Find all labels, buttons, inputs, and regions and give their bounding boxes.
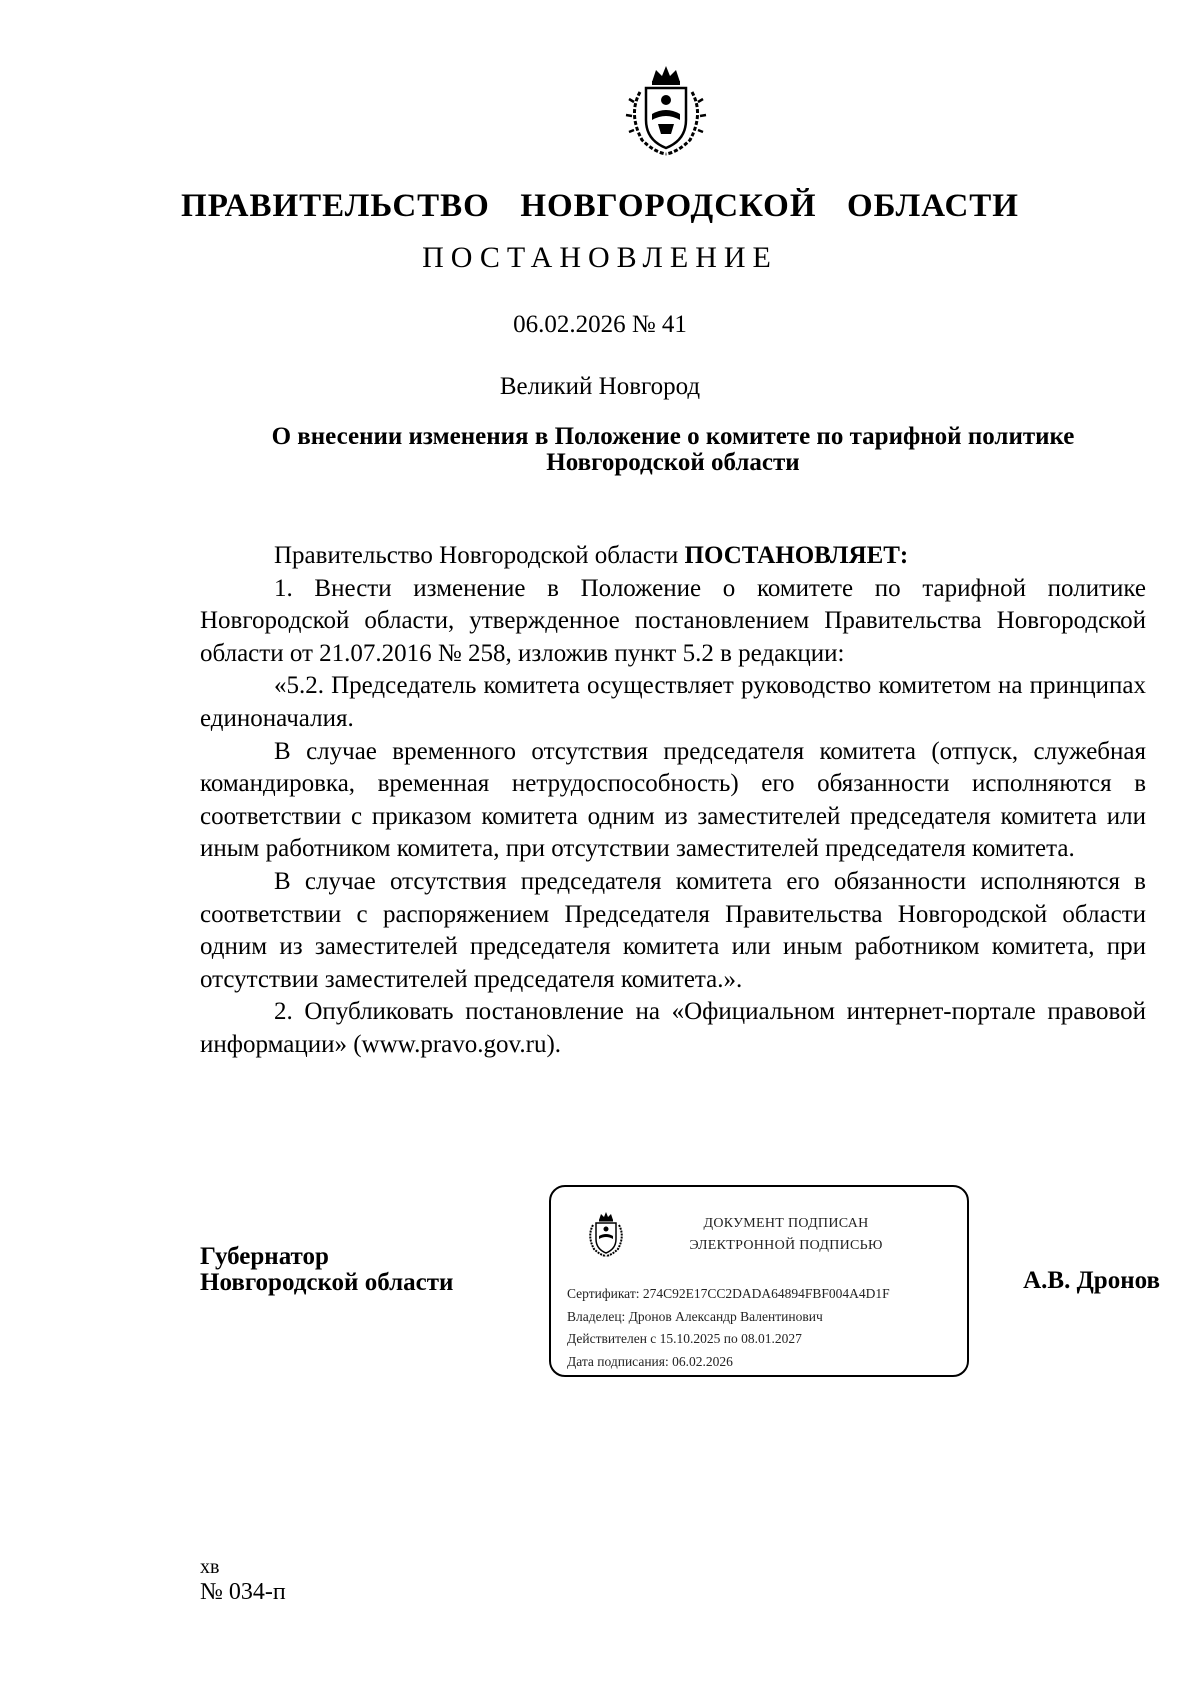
stamp-certificate: Сертификат: 274C92E17CC2DADA64894FBF004A4D1F bbox=[567, 1286, 890, 1301]
body-paragraph: В случае отсутствия председателя комитета его обязанности исполняются в соответствии с распоряжением Председателя Правительства Новгородской области одним из заместителей председателя комитета или иным работником комитета, при отсутствии заместителей председателя комитета.». bbox=[200, 867, 1146, 993]
stamp-heading-line: ДОКУМЕНТ ПОДПИСАН bbox=[703, 1216, 869, 1231]
novgorod-coat-of-arms-icon bbox=[615, 62, 717, 158]
stamp-heading bbox=[671, 1213, 901, 1257]
body-paragraph: 2. Опубликовать постановление на «Официальном интернет-портале правовой информации» (www.pravo.gov.ru). bbox=[200, 998, 1146, 1058]
stamp-owner: Владелец: Дронов Александр Валентинович bbox=[567, 1308, 823, 1324]
document-city: Великий Новгород bbox=[499, 373, 701, 400]
document-body bbox=[200, 540, 1146, 1062]
signer-position bbox=[200, 1244, 500, 1296]
preamble-decree-word: ПОСТАНОВЛЯЕТ: bbox=[684, 542, 909, 569]
novgorod-coat-of-arms-icon bbox=[581, 1207, 631, 1261]
stamp-sign-date: Дата подписания: 06.02.2026 bbox=[567, 1353, 733, 1369]
registration-number: № 034-п bbox=[200, 1579, 286, 1605]
body-paragraph: 1. Внести изменение в Положение о комитете по тарифной политике Новгородской области, утвержденное постановлением Правительства Новгородской области от 21.07.2016 № 258, изложив пункт 5.2 в редакции: bbox=[200, 574, 1146, 667]
stamp-heading-line: ЭЛЕКТРОННОЙ ПОДПИСЬЮ bbox=[689, 1238, 883, 1253]
signer-position-line: Новгородской области bbox=[200, 1269, 454, 1296]
body-paragraph: «5.2. Председатель комитета осуществляет руководство комитетом на принципах единоначалия. bbox=[200, 672, 1146, 732]
document-subject: О внесении изменения в Положение о комитете по тарифной политике Новгородской области bbox=[271, 423, 1075, 476]
org-title: ПРАВИТЕЛЬСТВО НОВГОРОДСКОЙ ОБЛАСТИ bbox=[181, 188, 1019, 224]
body-paragraph: В случае временного отсутствия председателя комитета (отпуск, служебная командировка, временная нетрудоспособность) его обязанности исполняются в соответствии с приказом комитета одним из заместителей председателя комитета или иным работником комитета, при отсутствии заместителей председателя комитета. bbox=[200, 737, 1146, 863]
signer-position-line: Губернатор bbox=[200, 1243, 329, 1270]
document-type: ПОСТАНОВЛЕНИЕ bbox=[422, 241, 778, 274]
preamble bbox=[200, 540, 1146, 573]
stamp-details bbox=[567, 1283, 967, 1373]
signer-name: А.В. Дронов bbox=[1023, 1267, 1160, 1294]
executor-initials: хв bbox=[200, 1556, 220, 1578]
stamp-validity: Действителен с 15.10.2025 по 08.01.2027 bbox=[567, 1331, 802, 1346]
document-date-number: 06.02.2026 № 41 bbox=[513, 311, 687, 338]
electronic-signature-stamp bbox=[549, 1185, 969, 1377]
preamble-text: Правительство Новгородской области bbox=[274, 542, 685, 569]
